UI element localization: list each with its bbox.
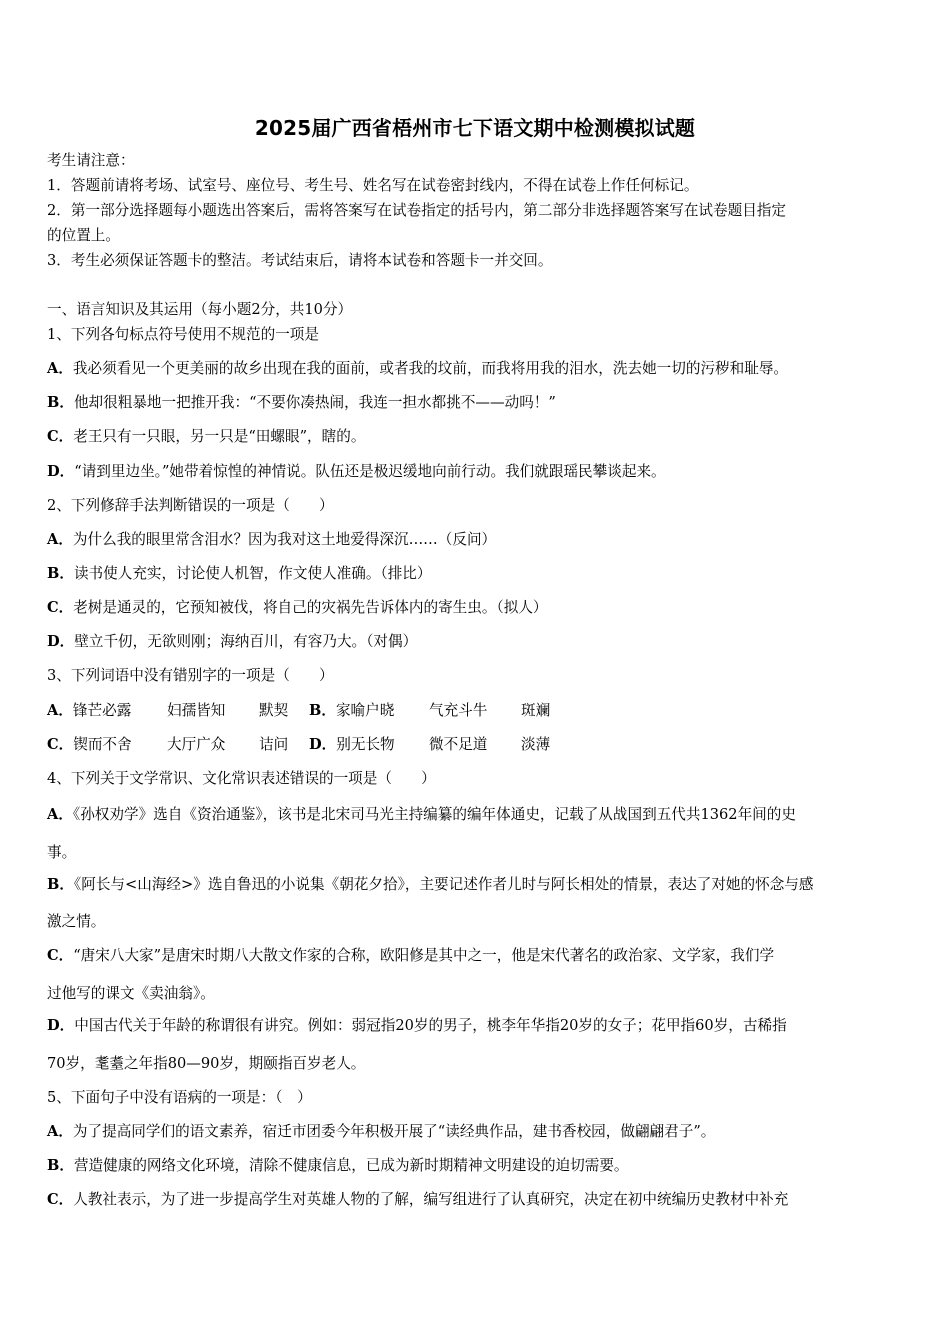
option-c-word: C．锲而不舍 <box>47 736 132 753</box>
options-row <box>47 734 907 756</box>
option-d: D．中国古代关于年龄的称谓很有讲究。例如：弱冠指20岁的男子，桃李年华指20岁的女子；花甲指60岁，古稀指 <box>47 1017 787 1034</box>
option-c: C．老树是通灵的，它预知被伐，将自己的灾祸先告诉体内的寄生虫。（拟人） <box>47 599 548 616</box>
option-b-word: B．家喻户晓 <box>309 702 395 719</box>
option-c-cont: 过他写的课文《卖油翁》。 <box>47 985 215 1002</box>
notice-item: 3．考生必须保证答题卡的整洁。考试结束后，请将本试卷和答题卡一并交回。 <box>47 252 553 269</box>
option-word: 微不足道 <box>429 736 488 753</box>
option-word: 大厅广众 <box>167 736 226 753</box>
notice-item: 2．第一部分选择题每小题选出答案后，需将答案写在试卷指定的括号内，第二部分非选择题答案写在试卷题目指定 <box>47 202 786 219</box>
option-a: A．《孙权劝学》选自《资治通鉴》，该书是北宋司马光主持编纂的编年体通史，记载了从战国到五代共1362年间的史 <box>47 806 796 823</box>
option-a-cont: 事。 <box>47 844 77 861</box>
notice-item: 的位置上。 <box>47 227 120 244</box>
option-c: C．人教社表示，为了进一步提高学生对英雄人物的了解，编写组进行了认真研究，决定在初中统编历史教材中补充 <box>47 1191 789 1208</box>
option-b-cont: 激之情。 <box>47 913 106 930</box>
question-stem: 5、下面句子中没有语病的一项是：（ ） <box>47 1089 312 1106</box>
option-word: 诘问 <box>259 736 289 753</box>
option-d-cont: 70岁，耄耋之年指80—90岁，期颐指百岁老人。 <box>47 1055 366 1072</box>
option-word: 气充斗牛 <box>429 702 488 719</box>
option-word: 斑斓 <box>521 702 551 719</box>
option-a: A．我必须看见一个更美丽的故乡出现在我的面前，或者我的坟前，而我将用我的泪水，洗去她一切的污秽和耻辱。 <box>47 360 789 377</box>
option-b: B．营造健康的网络文化环境，清除不健康信息，已成为新时期精神文明建设的迫切需要。 <box>47 1157 629 1174</box>
option-word: 妇孺皆知 <box>167 702 226 719</box>
question-stem: 3、下列词语中没有错别字的一项是（ ） <box>47 667 334 684</box>
option-d: D．壁立千仞，无欲则刚；海纳百川，有容乃大。（对偶） <box>47 633 418 650</box>
question-stem: 4、下列关于文学常识、文化常识表述错误的一项是（ ） <box>47 770 436 787</box>
option-word: 淡薄 <box>521 736 551 753</box>
option-b: B．读书使人充实，讨论使人机智，作文使人准确。（排比） <box>47 565 432 582</box>
notice-heading: 考生请注意： <box>47 152 135 169</box>
option-b: B．他却很粗暴地一把推开我：“不要你凑热闹，我连一担水都挑不——动吗！” <box>47 394 556 411</box>
section-heading: 一、语言知识及其运用（每小题2分，共10分） <box>47 301 353 318</box>
option-b: B．《阿长与<山海经>》选自鲁迅的小说集《朝花夕拾》，主要记述作者儿时与阿长相处的情景，表达了对她的怀念与感 <box>47 876 814 893</box>
option-d-word: D．别无长物 <box>309 736 395 753</box>
options-row <box>47 700 907 722</box>
option-a: A．为什么我的眼里常含泪水？因为我对这土地爱得深沉……（反问） <box>47 531 497 548</box>
option-c: C．老王只有一只眼，另一只是“田螺眼”，瞎的。 <box>47 428 366 445</box>
option-a-word: A．锋芒必露 <box>47 702 132 719</box>
notice-item: 1．答题前请将考场、试室号、座位号、考生号、姓名写在试卷密封线内，不得在试卷上作任何标记。 <box>47 177 699 194</box>
question-stem: 2、下列修辞手法判断错误的一项是（ ） <box>47 497 334 514</box>
page-title: 2025届广西省梧州市七下语文期中检测模拟试题 <box>254 116 696 140</box>
option-c: C．“唐宋八大家”是唐宋时期八大散文作家的合称，欧阳修是其中之一，他是宋代著名的政治家、文学家，我们学 <box>47 947 775 964</box>
option-d: D．“请到里边坐。”她带着惊惶的神情说。队伍还是极迟缓地向前行动。我们就跟瑶民攀谈起来。 <box>47 463 666 480</box>
option-word: 默契 <box>259 702 289 719</box>
question-stem: 1、下列各句标点符号使用不规范的一项是 <box>47 326 319 343</box>
option-a: A．为了提高同学们的语文素养，宿迁市团委今年积极开展了“读经典作品，建书香校园，做翩翩君子”。 <box>47 1123 716 1140</box>
